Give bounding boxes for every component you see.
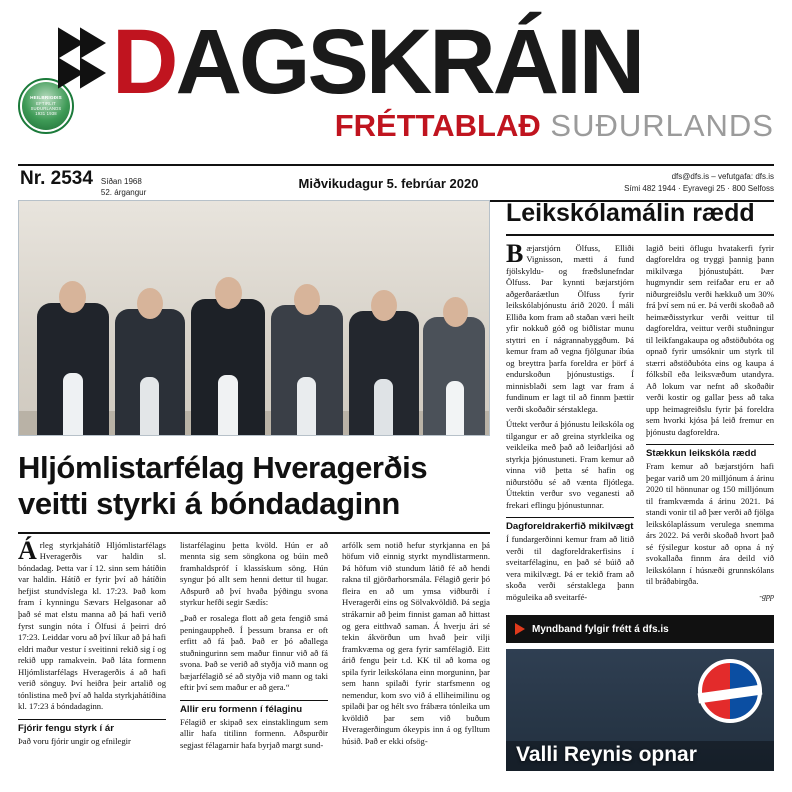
secondary-subhead-2: Stækkun leikskóla rædd bbox=[646, 444, 774, 459]
masthead-wordmark bbox=[112, 11, 643, 113]
main-story-subhead-2: Allir eru formenn í félaginu bbox=[180, 700, 328, 715]
main-story bbox=[18, 200, 490, 755]
issue-info-bar bbox=[18, 164, 774, 202]
contact-email: dfs@dfs.is – vefutgafa: dfs.is bbox=[671, 172, 774, 182]
subtitle-sudurlands: SUÐURLANDS bbox=[550, 108, 774, 143]
promo-photo[interactable] bbox=[506, 649, 774, 771]
main-story-column-3 bbox=[342, 540, 490, 755]
secondary-sub2-text: Fram kemur að bæjarstjórn hafi þegar varið um 20 milljónum á árinu 2020 til hönnunar og 150 milljónum til framkvæmda á árinu 2021. Þá standi vonir til að þær verði að fjölga leikskólaplássum verulega snemma árs 2022. Þá verði skoðað hvort það sé fýsilegur kostur að opna á ný svokallaða finnm ára deild við leikskólann í húsnæði grunnskólans til bráðabirgða. bbox=[646, 461, 774, 587]
video-promo-label: Myndband fylgir frétt á dfs.is bbox=[532, 623, 669, 635]
logo-line-1: HEILBRIGÐIS bbox=[30, 95, 62, 101]
main-story-sub2-text: Félagið er skipað sex einstaklingum sem allir hafa titilinn formenn. Aðspurðir segjast félagarnir hafa byrjað margt sund- bbox=[180, 716, 328, 750]
secondary-story bbox=[506, 200, 774, 771]
main-story-photo bbox=[18, 200, 490, 436]
divider bbox=[506, 234, 774, 236]
secondary-p2: Úttekt verður á þjónustu leikskóla og tilgangur er að greina styrkleika og veikleika með það að leiðarljósi að styrkja þjónustuneti. Fram kemur að vinna við þetta sé hafin og niðurstöðu sé að vænta fljótlega. Úttektin verður svo veganesti að frekari eflingu þjónustunnar. bbox=[506, 419, 634, 510]
masthead bbox=[0, 0, 792, 160]
since-label: Síðan 1968 bbox=[100, 177, 142, 187]
play-icon bbox=[515, 623, 525, 635]
main-story-p3: „Það er rosalega flott að geta fengið smá peningauppheð. Í þessum bransa er oft erfitt að fá það. Það er þó aðallega stuðningurinn sem maður finnur við að fá svona. Það se verið að styðja við mann og bæjarfélagið sé að styðja við mann og taki eftir því sem maður er að gera.“ bbox=[180, 613, 328, 693]
wordmark-rest: AGSKRÁIN bbox=[175, 11, 643, 113]
issue-date: Miðvikudagur 5. febrúar 2020 bbox=[298, 175, 479, 191]
divider bbox=[18, 532, 490, 534]
masthead-subtitle bbox=[335, 108, 774, 144]
secondary-sub1-text: Í fundargerðinni kemur fram að litið verði til dagforeldrakerfisins í sveitarfélaginu, en það sé búið að vera mikilvægt. Þá er tekið fram að skoða verði sérstaklega þann möguleika að sveitarfé- bbox=[506, 534, 634, 602]
volume-label: 52. árgangur bbox=[100, 187, 147, 197]
issue-info-left bbox=[18, 168, 218, 198]
subtitle-frettablad: FRÉTTABLAÐ bbox=[334, 108, 541, 143]
secondary-story-column-2 bbox=[646, 243, 774, 608]
main-story-p1: Árleg styrkjahátíð Hljómlistarfélags Hveragerðis var haldin sl. bóndadag. Þetta var í 12. sinn sem hátíðin var haldin. Hátíð er fyrir því að hátíðin hefjist stundvíslega kl. 17:23. Það kom fram í kynningu Sævars Helgasonar að það sé mat elstu manna að þá hafi verið fyrst sungin nóta í Ölfusi á þeirri dró 17:23. Leiddar voru að því líkur að þá hafi eldri maður vestur í sveitinni rekið sig í og rekið upp ramakvein. Það láta formenn Hljómlistarfélags Hveragerðis á að hafi verið sönguу. Því heiðra þeir artalið og tónlistina með því að halda styrkjahátíðina kl. 17:23 á bóndadaginn. bbox=[18, 535, 166, 712]
main-story-columns bbox=[18, 535, 490, 755]
secondary-p3: lagið beiti öflugu hvatakerfi fyrir dagforeldra og tryggi þannig þann mikilvæga þjónustuþátt. Þær hugmyndir sem reifaðar eru er að niðurgreiðslu verði hækkuð um 30% frá því sem nú er. Þá verði skoðað að heimæðisstyrkur verði veittur til dagforeldra, veittur verði stuðningur til leikfangakaupa og aðstöðubóta og opnað fyrir umsóknir um styrk til stærri aðstöðubóta eins og kaupa á fólksbíl eða leiksvæðum utandyra. Að lokum var nefnt að skoðaðir verði kostir og gallar þess að taka upp heimagreiðslu fyrir þá foreldra sem hvorki kjósa þá leið fremur en þjónustu dagforeldra. bbox=[646, 242, 774, 437]
main-story-column-2 bbox=[180, 540, 328, 755]
video-promo-bar[interactable] bbox=[506, 615, 774, 643]
main-story-subhead-1: Fjórir fengu styrk í ár bbox=[18, 719, 166, 734]
wordmark-d: D bbox=[112, 11, 176, 113]
main-story-p4: arfólk sem notið hefur styrkjanna en þá höfum við einnig styrkt myndlistarmenn. Þá höfum við stundum látið fé að hendi rakna til gjörðarhorsmála. Félagið gerir þó fleira en að um ymsa viðburði í Hveragerði eins og Sölvakvöldið. Þá segja strákarnir að þeim finnist gaman að hittast og gera eitthvað saman. Á hverju ári sé tekin ákvörðun um hvað þeir vilji framkvæma og gera fyrir samfélagið. Eitt árið fengu þeir t.d. KK til að koma og spila fyrir leikskólana einn morguninn, þar sem hann spilaði fyrir starfsmenn og nemendur, kom svo við á elliheimilinu og spilaði þar og hélt svo frábæra tónleika um kvöldið þar sem við buðum Hveragerðingum ókeypis inn á og fylltum húsið. Það er ekki ofsög- bbox=[342, 539, 490, 746]
pepsi-logo-icon bbox=[698, 659, 762, 723]
issue-number: Nr. 2534 bbox=[20, 168, 93, 190]
byline: -gpp bbox=[759, 591, 774, 601]
logo-line-3: SUÐURLANDS bbox=[30, 106, 62, 112]
secondary-subhead-1: Dagforeldrakerfið mikilvægt bbox=[506, 517, 634, 532]
main-story-column-1 bbox=[18, 535, 166, 755]
page-title: Hljómlistarfélag Hveragerðis veitti styrki á bóndadaginn bbox=[18, 450, 428, 521]
secondary-story-title: Leikskólamálin rædd bbox=[506, 199, 755, 227]
contact-info bbox=[559, 171, 774, 194]
contact-phone: Sími 482 1944 · Eyravegi 25 · 800 Selfoss bbox=[624, 184, 774, 193]
promo-caption: Valli Reynis opnar bbox=[516, 743, 697, 767]
main-story-p2: listarfélaginu þetta kvöld. Hún er að mennta sig sem söngkona og búin með framhaldspróf í klassískum söng. Hún syngur þó allt sem henni dettur til hugar. Aðspurð að því hvaða þýðingu svona styrkur hefði segir Sædís: bbox=[180, 539, 328, 608]
logo-line-2: EFTIRLIT bbox=[36, 100, 56, 106]
secondary-story-column-1 bbox=[506, 238, 634, 608]
secondary-p1: Bæjarstjórn Ölfuss, Elliði Vignisson, mætti á fund fjölskyldu- og fræðslunefndar Ölfuss. Þar kynnti bæjarstjórn aðgerðaráætlun Ölfuss fyrir leikskólabjónustu árið 2020. Í máli Elliða kom fram að staðan væri heilt yfir nokkuð góð og biðlistar munu styttri en í nágrannabyggðum. Þá kemur fram að vegna fjölgunar íbúa og breyttra þarfa foreldra er þörf á endurskoðun þjónustustigs. Í minnisblaði sem lagt var fram á fundinum er lagt til að finnm þættir verði skoðaðir sérstaklega. bbox=[506, 238, 634, 414]
logo-line-4: 1931 1938 bbox=[35, 111, 57, 117]
main-story-sub1-text: Það voru fjórir ungir og efnilegir bbox=[18, 735, 131, 746]
secondary-story-columns bbox=[506, 238, 774, 608]
